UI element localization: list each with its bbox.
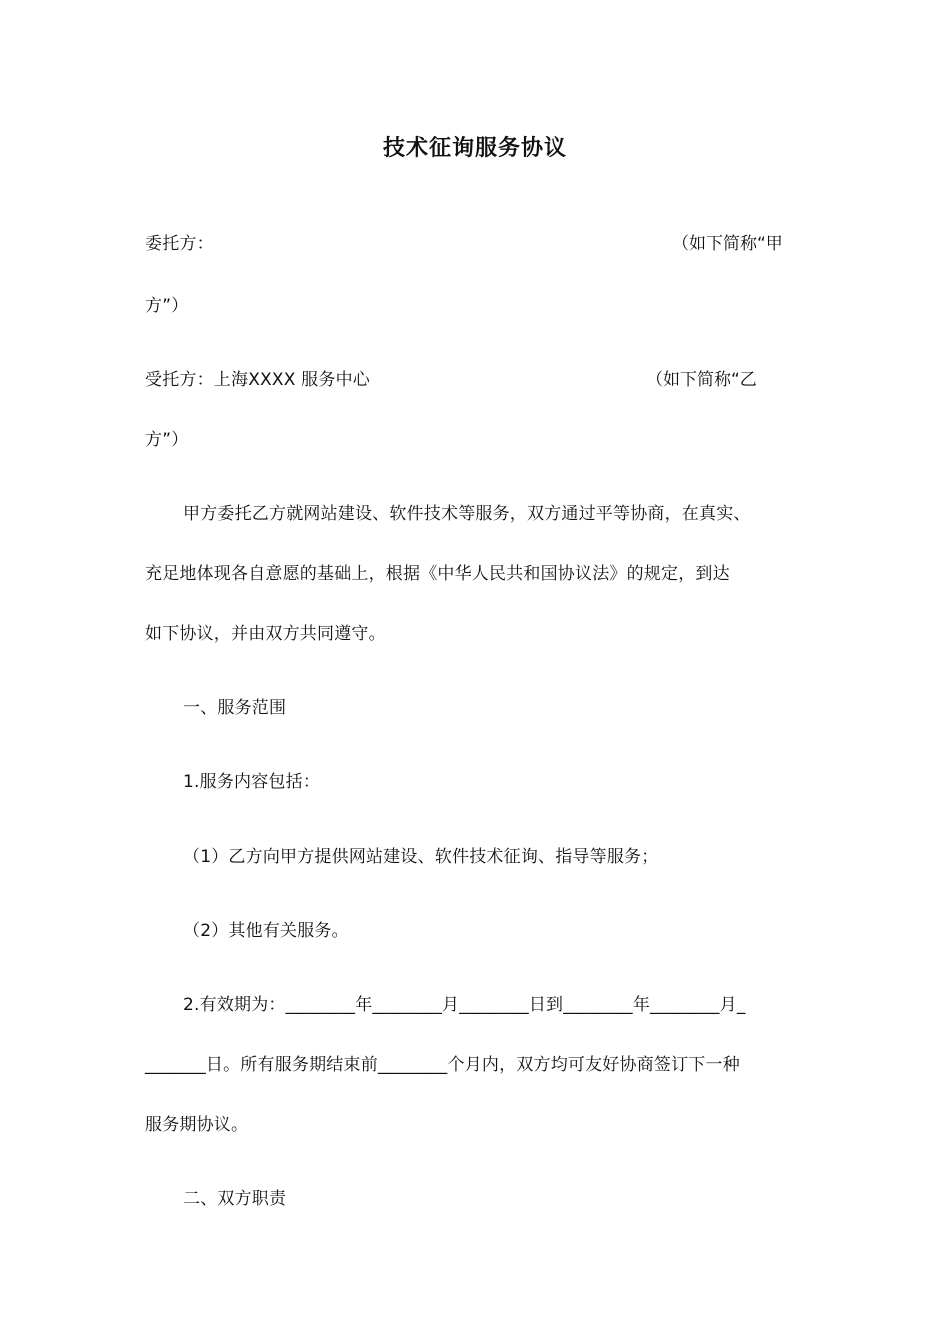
party-a-label: 委托方： [145, 234, 214, 254]
validity-line-3: 服务期协议。 [145, 1115, 249, 1135]
party-b-alias-note-end: 方”） [145, 430, 189, 450]
service-subitem-2: （2）其他有关服务。 [183, 921, 349, 941]
intro-line-2: 充足地体现各自意愿的基础上，根据《中华人民共和国协议法》的规定，到达 [145, 564, 730, 584]
intro-line-3: 如下协议，并由双方共同遵守。 [145, 624, 386, 644]
party-a-alias-note: （如下简称“甲 [672, 234, 783, 254]
section-heading-service-scope: 一、服务范围 [183, 698, 287, 718]
party-b-alias-note: （如下简称“乙 [646, 370, 757, 390]
party-a-alias-note-end: 方”） [145, 296, 189, 316]
party-b-label: 受托方：上海XXXX 服务中心 [145, 370, 370, 390]
section-heading-responsibilities: 二、双方职责 [183, 1189, 287, 1209]
validity-line-2: _______日。所有服务期结束前________个月内，双方均可友好协商签订下一种 [145, 1055, 740, 1075]
validity-line-1: 2.有效期为：________年________月________日到________年________月_ [183, 995, 746, 1015]
service-subitem-1: （1）乙方向甲方提供网站建设、软件技术征询、指导等服务； [183, 847, 659, 867]
intro-line-1: 甲方委托乙方就网站建设、软件技术等服务，双方通过平等协商，在真实、 [183, 504, 751, 524]
document-title: 技术征询服务协议 [382, 136, 567, 161]
service-item-1: 1.服务内容包括： [183, 772, 321, 792]
